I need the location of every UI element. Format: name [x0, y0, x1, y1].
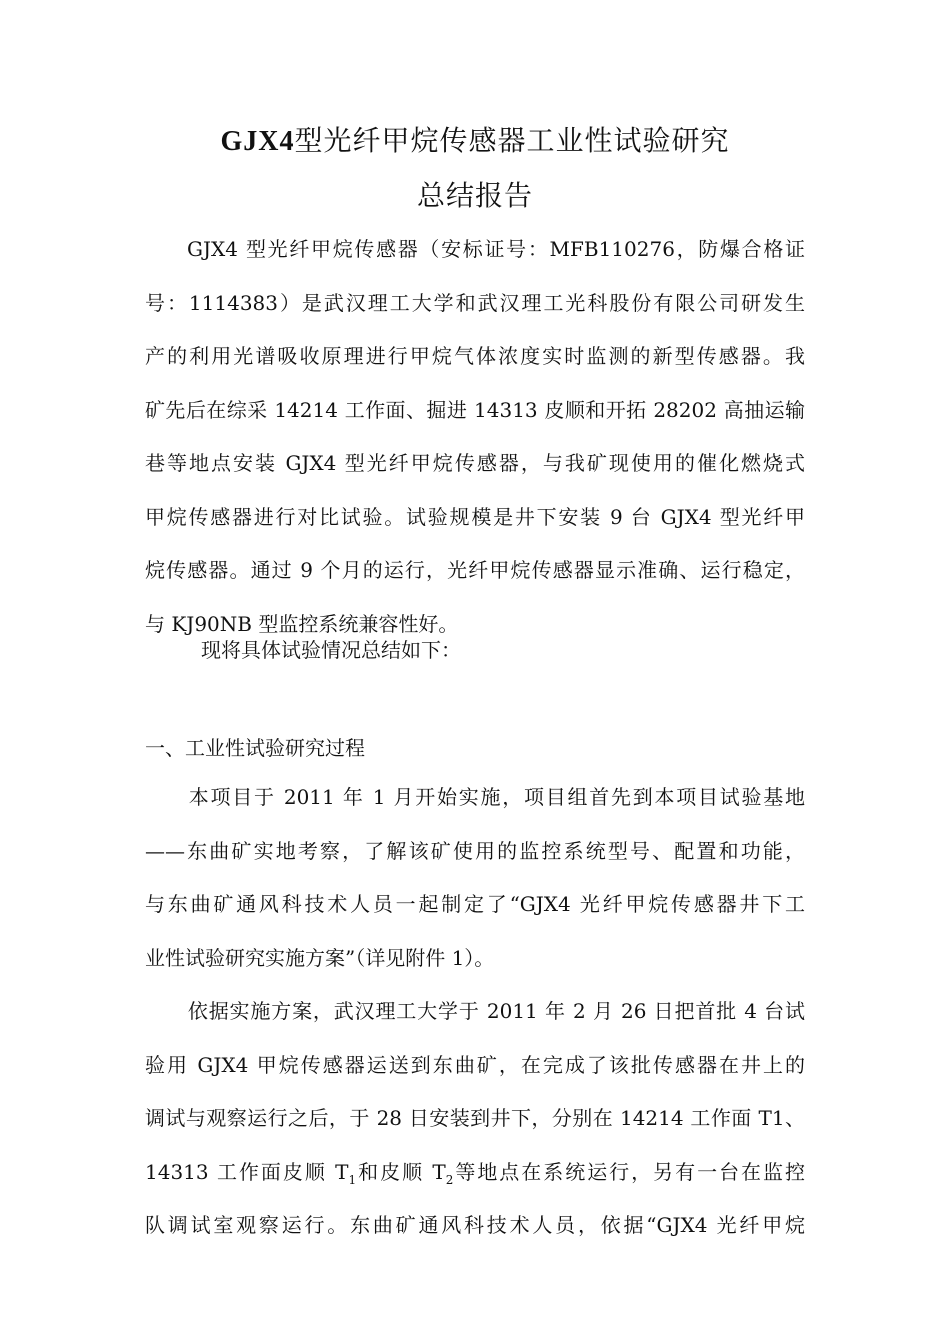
paragraph-line: 产的利用光谱吸收原理进行甲烷气体浓度实时监测的新型传感器。我: [145, 344, 805, 368]
section-heading: 一、工业性试验研究过程: [145, 736, 365, 760]
paragraph-line: 依据实施方案，武汉理工大学于 2011 年 2 月 26 日把首批 4 台试: [187, 999, 805, 1023]
subscript: 2: [445, 1172, 454, 1187]
paragraph-line: 14313 工作面皮顺 $T_1$和皮顺 $T_2$等地点在系统运行，另有一台在监控: [145, 1159, 805, 1187]
paragraph-line: 与 KJ90NB 型监控系统兼容性好。: [145, 611, 459, 636]
section1-paragraph1: [145, 771, 805, 985]
title-text: 型光纤甲烷传感器工业性试验研究: [294, 124, 730, 157]
paragraph-line: 烷传感器。通过 9 个月的运行，光纤甲烷传感器显示准确、运行稳定，: [145, 558, 805, 582]
paragraph-line: 队调试室观察运行。东曲矿通风科技术人员，依据“GJX4 光纤甲烷: [145, 1213, 805, 1237]
paragraph-line: 与东曲矿通风科技术人员一起制定了“GJX4 光纤甲烷传感器井下工: [145, 892, 805, 916]
section1-paragraph2: [145, 985, 805, 1253]
intro-paragraph: [145, 223, 805, 651]
document-title-line2: 总结报告: [416, 179, 533, 212]
paragraph-line: 业性试验研究实施方案”（详见附件 1）。: [145, 945, 495, 970]
paragraph-line: ——东曲矿实地考察，了解该矿使用的监控系统型号、配置和功能，: [145, 838, 805, 863]
paragraph-line: 号：1114383）是武汉理工大学和武汉理工光科股份有限公司研发生: [145, 290, 805, 315]
paragraph-line: 巷等地点安装 GJX4 型光纤甲烷传感器，与我矿现使用的催化燃烧式: [145, 451, 805, 475]
paragraph-line: 本项目于 2011 年 1 月开始实施，项目组首先到本项目试验基地: [187, 785, 805, 809]
title-product-code: GJX4: [220, 126, 295, 157]
paragraph-line: 调试与观察运行之后，于 28 日安装到井下，分别在 14214 工作面 T1、: [145, 1106, 805, 1130]
paragraph-line: GJX4 型光纤甲烷传感器（安标证号：MFB110276，防爆合格证: [187, 237, 805, 261]
paragraph-line: 矿先后在综采 14214 工作面、掘进 14313 皮顺和开拓 28202 高抽运输: [145, 397, 805, 422]
paragraph-line: 甲烷传感器进行对比试验。试验规模是井下安装 9 台 GJX4 型光纤甲: [145, 504, 805, 529]
summary-lead: 现将具体试验情况总结如下：: [201, 638, 461, 662]
document-title-line1: [145, 123, 805, 160]
paragraph-line: 验用 GJX4 甲烷传感器运送到东曲矿，在完成了该批传感器在井上的: [145, 1052, 805, 1077]
subscript: 1: [348, 1172, 357, 1187]
